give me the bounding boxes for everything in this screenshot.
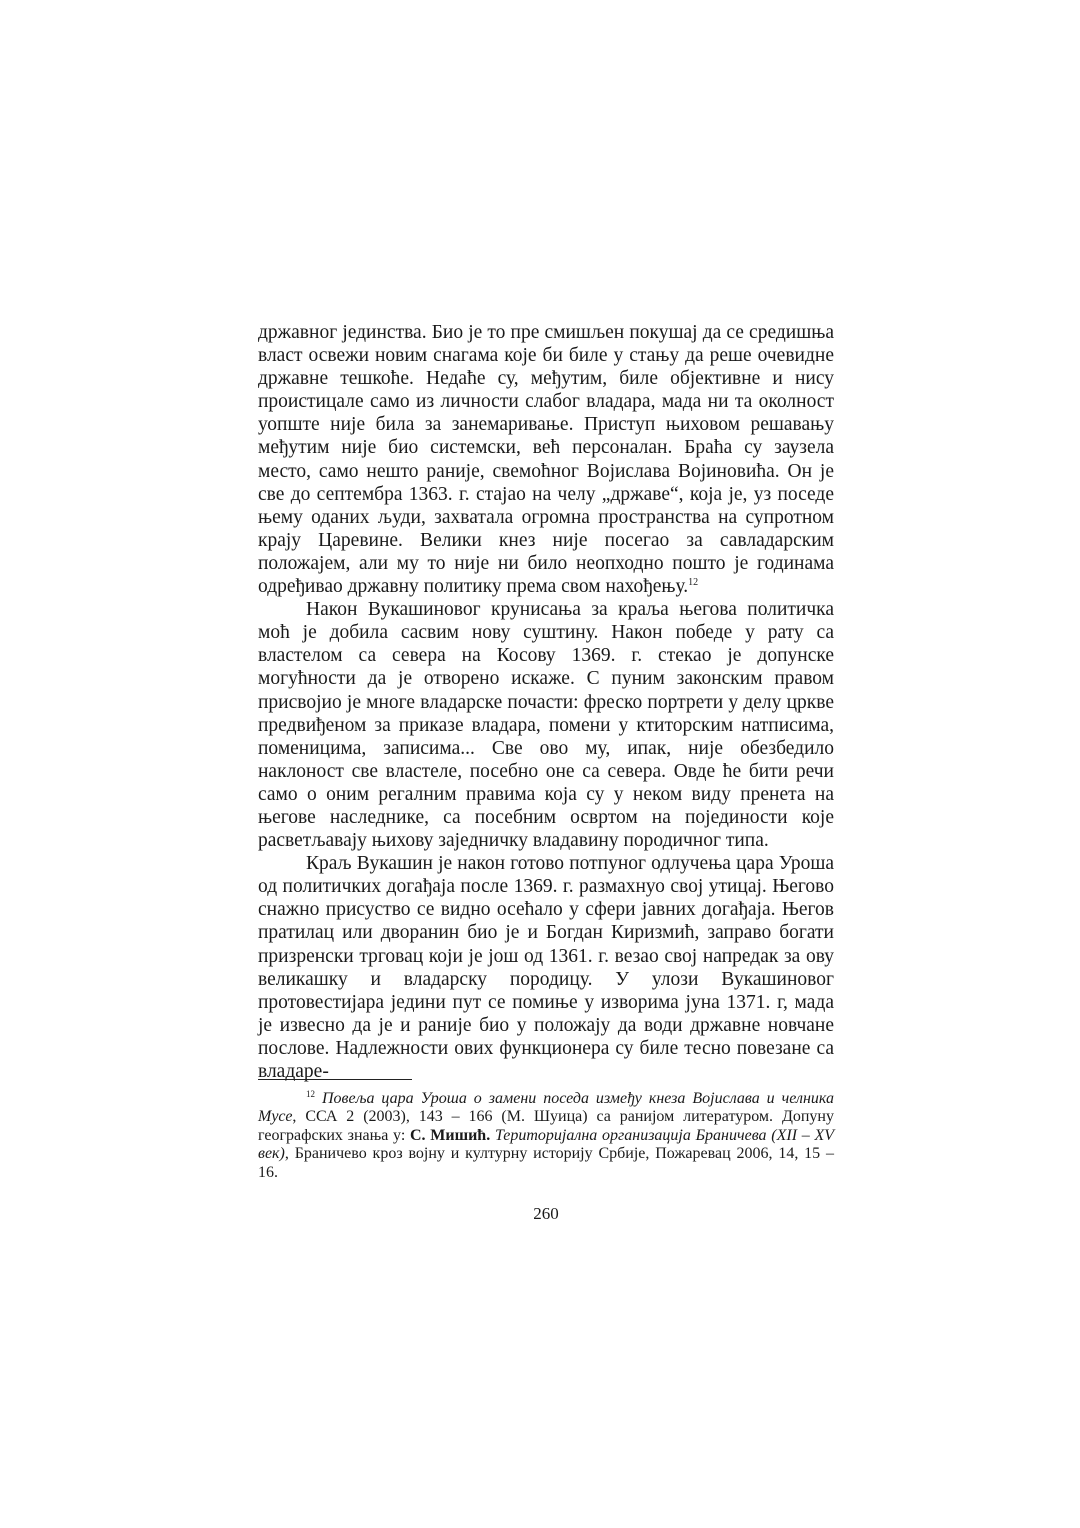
- paragraph-1-text: државног јединства. Био је то пре смишљен покушај да се средишња власт освежи новим снагама које би биле у стању да реше очевидне државне тешкоће. Недаће су, међутим, биле објективне и нису проистицале само из личности слабог владара, мада ни та околност уопште није била за занемаривање. Приступ њиховом решавању међутим није био системски, већ персоналан. Браћа су заузела место, само нешто раније, свемоћног Војислава Војиновића. Он је све до септембра 1363. г. стајао на челу „државе“, која је, уз поседе њему оданих људи, захватала огромна пространства на супротном крају Царевине. Велики кнез није посегао за савладарским положајем, али му то није ни било неопходно пошто је годинама одређивао државну политику према свом нахођењу.: [258, 322, 834, 598]
- footnote-12: [258, 1090, 834, 1182]
- footnote-source-title: Повеља цара Уроша о замени поседа између кнеза Војислава и челника Мусе: [258, 1090, 835, 1126]
- footnote-ref-12[interactable]: 12: [688, 577, 699, 589]
- paragraph-1: [258, 321, 834, 598]
- body-text: [258, 321, 834, 1083]
- footnote-author: С. Мишић.: [409, 1126, 491, 1144]
- footnote-text-1: , ССА 2 (2003), 143 – 166 (М. Шуица) са ранијом литературом. Допуну географских знања у:: [258, 1108, 834, 1144]
- page-number: 260: [533, 1204, 559, 1223]
- paragraph-3: Краљ Вукашин је након готово потпуног одлучења цара Уроша од политичких догађаја после 1369. г. размахнуо свој утицај. Његово снажно присуство се видно осећало у сфери јавних догађаја. Његов пратилац или дворанин био је и Богдан Киризмић, заправо богати призренски трговац који је још од 1361. г. везао свој напредак за ову великашку и владарску породицу. У улози Вукашиновог протовестијара једини пут се помиње у изворима јуна 1371. г, мада је извесно да је и раније био у положају да води државне новчане послове. Надлежности ових функционера су биле тесно повезане са владаре-: [258, 853, 834, 1082]
- paragraph-2: Након Вукашиновог крунисања за краља његова политичка моћ је добила сасвим нову суштину. Након победе у рату са властелом са севера на Косову 1369. г. стекао је допунске могућности да је отворено искаже. С пуним законским правом присвојио је многе владарске почасти: фреско портрети у делу цркве предвиђеном за приказе владара, помени у ктиторским натписима, поменицима, записима... Све ово му, ипак, није обезбедило наклоност све властеле, посебно оне са севера. Овде ће бити речи само о оним регалним правима која су у неком виду пренета на његове наследнике, са посебним освртом на појединости које расветљавају њихову заједничку владавину породичног типа.: [258, 599, 834, 852]
- footnote-text-2: , Браничево кроз војну и културну историју Србије, Пожаревац 2006, 14, 15 – 16.: [258, 1145, 834, 1181]
- footnote-divider: [258, 1079, 412, 1080]
- footnote-work-title: Територијална организација Браничева (XII – XV век): [258, 1126, 835, 1163]
- footnote-number: 12: [306, 1089, 315, 1099]
